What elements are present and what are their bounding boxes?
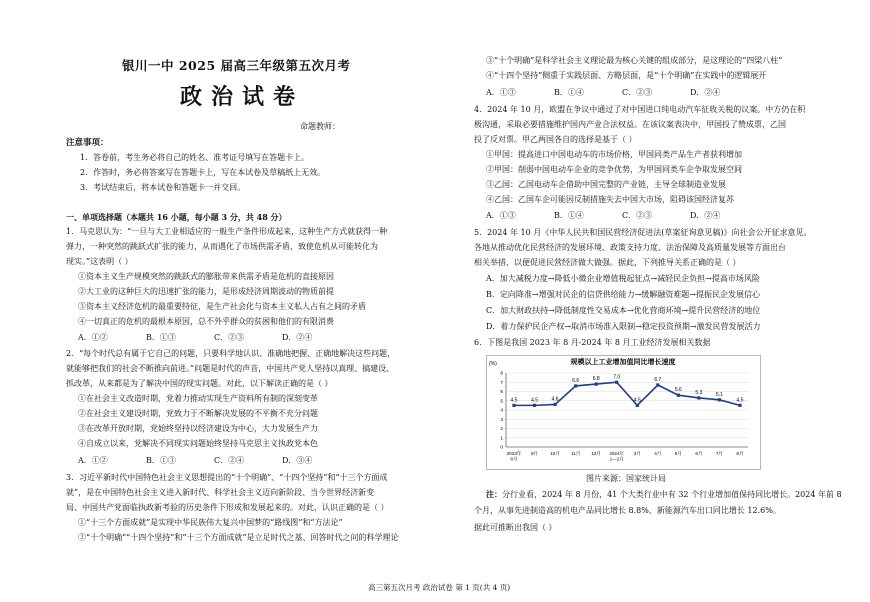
q6-note-text: 分行业看，2024 年 8 月份，41 个大类行业中有 32 个行业增加值保持同比增长。2024 年前 8 bbox=[502, 490, 842, 499]
q4-item: ③乙国：乙国电动车企借助中国完整的产业链，主导全球制造业发展 bbox=[486, 180, 726, 189]
chart-xtick-label: 11月 bbox=[570, 451, 581, 456]
chart-ytick-label: 2 bbox=[500, 427, 503, 433]
chart-point bbox=[677, 394, 680, 397]
q3-item: ④“十四个坚持”侧重于实践层面、方略层面，是“十个明确”在实践中的逻辑展开 bbox=[486, 71, 767, 80]
q4-options bbox=[486, 210, 758, 221]
q2-item: ③在改革开放时期，党始终坚持以经济建设为中心，大力发展生产力 bbox=[78, 424, 318, 433]
q3-stem: 就”，是在中国特色社会主义进入新时代、科学社会主义迈向新阶段、当今世界经济新变 bbox=[66, 488, 375, 497]
q6-tail: 据此可推断出我国（ ） bbox=[474, 523, 557, 532]
q4-option-b[interactable]: B．①④ bbox=[554, 211, 584, 220]
q6-note bbox=[486, 489, 842, 500]
q1-item: ④一切真正的危机的最根本原因，总不外乎群众的贫困和他们的有限消费 bbox=[78, 317, 334, 326]
chart-data-label: 6.7 bbox=[654, 377, 662, 384]
page-footer: 高三第五次月考 政治试卷 第 1 页(共 4 页) bbox=[368, 583, 511, 592]
chart-point bbox=[718, 398, 721, 401]
author-label: 命题教师： bbox=[300, 122, 340, 131]
chart-xtick-label: 12月 bbox=[591, 451, 602, 456]
industrial-growth-chart bbox=[486, 355, 761, 470]
chart-xtick-label: 5月 bbox=[674, 451, 682, 456]
q4-option-d[interactable]: D．②④ bbox=[690, 211, 721, 220]
chart-ytick-label: 4 bbox=[500, 408, 503, 414]
chart-data-label: 4.5 bbox=[531, 397, 539, 404]
q5-option-d[interactable]: D．着力保护民企产权→取消市场准入限制→稳定投资预期→激发民营发展活力 bbox=[486, 322, 761, 331]
q1-item: ③资本主义经济危机的最重要特征，是生产社会化与资本主义私人占有之间的矛盾 bbox=[78, 302, 366, 311]
q3-item: ③“十个明确”是科学社会主义理论最为核心关键的组成部分，是这理论的“四梁八柱” bbox=[486, 56, 783, 65]
chart-ytick-label: 8 bbox=[500, 371, 503, 377]
q5-stem: 5．2024 年 10 月《中华人民共和国民营经济促进法(草案征询意见稿)》向社会公开征求意见。 bbox=[474, 228, 812, 237]
chart-ytick-label: 3 bbox=[500, 417, 503, 423]
q1-option-d[interactable]: D．②④ bbox=[282, 333, 313, 342]
q4-item: ①甲国：提高进口中国电动车的市场价格，甲国同类产品生产者获利增加 bbox=[486, 150, 742, 159]
chart-point bbox=[656, 383, 659, 386]
chart-point bbox=[615, 381, 618, 384]
q4-stem: 极沟通，采取必要措施维护国内产业合法权益。在该议案表决中，甲国投了赞成票，乙国 bbox=[474, 120, 786, 129]
q6-note: 个月，从事先进制造高的机电产品同比增长 8.8%，新能源汽车出口同比增长 12.6%。 bbox=[474, 506, 781, 515]
q4-stem: 4．2024 年 10 月，欧盟在争议中通过了对中国进口纯电动汽车征收关税的议案。中方仍在积 bbox=[474, 105, 806, 114]
chart-data-label: 5.6 bbox=[674, 387, 682, 394]
q3-options bbox=[486, 87, 758, 98]
q4-item: ④乙国：乙国车企可能因反制措施失去中国大市场，阻碍该国经济复苏 bbox=[486, 195, 734, 204]
chart-xtick-label: 3月 bbox=[633, 451, 641, 456]
q1-item: ②大工业的这种巨大的迅速扩张的能力，是形成经济周期波动的物质前提 bbox=[78, 287, 334, 296]
chart-point bbox=[512, 404, 515, 407]
chart-data-label: 6.6 bbox=[572, 377, 580, 384]
chart-point bbox=[738, 404, 741, 407]
section-heading: 一、单项选择题（本题共 16 小题，每小题 3 分，共 48 分） bbox=[66, 212, 287, 222]
q3-option-d[interactable]: D．②④ bbox=[690, 88, 721, 97]
q1-stem: 弹力，一种突然的跳跃式扩张的能力，从而遇化了市场供需矛盾，致使危机从可能转化为 bbox=[66, 242, 378, 251]
q2-options bbox=[78, 455, 350, 466]
chart-data-label: 5.1 bbox=[715, 391, 723, 398]
q4-option-a[interactable]: A．①③ bbox=[486, 211, 516, 220]
chart-data-label: 4.5 bbox=[633, 397, 641, 404]
chart-point bbox=[574, 384, 577, 387]
q2-option-a[interactable]: A．①② bbox=[78, 456, 108, 465]
q1-option-b[interactable]: B．①③ bbox=[146, 333, 176, 342]
q3-option-a[interactable]: A．①③ bbox=[486, 88, 516, 97]
chart-point bbox=[595, 383, 598, 386]
q2-option-c[interactable]: C．②④ bbox=[214, 456, 245, 465]
school-title: 银川一中 2025 届高三年级第五次月考 bbox=[122, 58, 351, 73]
chart-data-label: 4.5 bbox=[510, 397, 518, 404]
notice-heading: 注意事项： bbox=[66, 138, 109, 148]
chart-ytick-label: 1 bbox=[500, 436, 503, 442]
q1-stem: 现实。”这表明（ ） bbox=[66, 257, 133, 266]
chart-data-label: 4.5 bbox=[736, 397, 744, 404]
notice-item: 3．考试结束后，将本试卷和答题卡一并交回。 bbox=[80, 183, 246, 192]
chart-source: 图片来源：国家统计局 bbox=[586, 474, 666, 483]
notice-item: 1．答卷前，考生务必将自己的姓名、准考证号填写在答题卡上。 bbox=[80, 153, 310, 162]
chart-point bbox=[697, 396, 700, 399]
q4-stem: 投了反对票。甲乙两国各自的选择是基于（ ） bbox=[474, 135, 637, 144]
chart-ytick-label: 5 bbox=[500, 399, 503, 405]
chart-xtick-label: 10月 bbox=[550, 451, 560, 456]
q3-option-b[interactable]: B．①④ bbox=[554, 88, 584, 97]
chart-point bbox=[553, 403, 556, 406]
q3-stem: 局、中国共产党面临执政新考验的历史条件下形成和发展起来的。对此，认识正确的是（ ） bbox=[66, 503, 389, 512]
q1-option-a[interactable]: A．①② bbox=[78, 333, 108, 342]
q2-stem: 抓改革，从来都是为了解决中国的现实问题。对此，以下解读正确的是（ ） bbox=[66, 379, 333, 388]
q3-option-c[interactable]: C．②③ bbox=[622, 88, 653, 97]
q6-note-label: 注： bbox=[486, 489, 502, 499]
chart-data-label: 6.8 bbox=[592, 376, 600, 383]
chart-data-label: 5.3 bbox=[695, 389, 703, 396]
chart-xtick-label: 4月 bbox=[654, 451, 662, 456]
q1-item: ①资本主义生产规模突然的跳跃式的膨胀带来供需矛盾是危机的直接原因 bbox=[78, 272, 334, 281]
chart-ylabel: (%) bbox=[489, 361, 497, 367]
chart-xtick-label: 9月 bbox=[530, 451, 539, 456]
chart-ytick-label: 0 bbox=[500, 445, 503, 451]
q2-option-d[interactable]: D．③④ bbox=[282, 456, 313, 465]
chart-point bbox=[636, 404, 639, 407]
q1-option-c[interactable]: C．②③ bbox=[214, 333, 245, 342]
q2-stem: 2．“每个时代总有属于它自己的问题，只要科学地认识、准确地把握、正确地解决这些问题， bbox=[66, 349, 396, 358]
q3-stem: 3．习近平新时代中国特色社会主义思想提出的“十个明确”、“十四个坚持”和“十三个方面成 bbox=[66, 473, 388, 482]
q6-stem: 6．下图是我国 2023 年 8 月-2024 年 8 月工业经济发展相关数据 bbox=[474, 338, 711, 347]
q2-option-b[interactable]: B．①③ bbox=[146, 456, 176, 465]
q4-item: ②甲国：削弱中国电动车企业的竞争优势，为甲国同类车企争取发展空间 bbox=[486, 165, 742, 174]
q1-options bbox=[78, 332, 350, 343]
subject-title: 政治试卷 bbox=[180, 84, 305, 110]
notice-item: 2．作答时，务必将答案写在答题卡上，写在本试卷及草稿纸上无效。 bbox=[80, 168, 326, 177]
chart-data-label: 4.6 bbox=[551, 396, 559, 403]
q5-option-b[interactable]: B．定向降准→增强对民企的信贷供给能力→缓解融资难题→提振民企发展信心 bbox=[486, 290, 760, 299]
q5-stem: 相关举措，以便促进民营经济做大做强。据此，下列推导关系正确的是（ ） bbox=[474, 258, 741, 267]
chart-xtick-label: 2024年 1—2月 bbox=[609, 451, 625, 462]
chart-xtick-label: 6月 bbox=[695, 451, 703, 456]
chart-ytick-label: 6 bbox=[500, 390, 503, 396]
q5-option-c[interactable]: C．加大财政扶持→降低制度性交易成本→优化营商环境→提升民营经济的地位 bbox=[486, 306, 761, 315]
q3-item: ②“十个明确”“十四个坚持”和“十三个方面成就”是立足时代之基、回答时代之问的科学理论 bbox=[78, 533, 399, 542]
chart-ytick-label: 7 bbox=[500, 380, 503, 386]
chart-point bbox=[533, 404, 536, 407]
chart-xtick-label: 7月 bbox=[715, 451, 724, 456]
chart-xtick-label: 8月 bbox=[736, 451, 744, 456]
q5-option-a[interactable]: A．加大减税力度→降低小微企业增值税起征点→减轻民企负担→提高市场风险 bbox=[486, 274, 760, 283]
q2-item: ④自成立以来，党解决不同现实问题始终坚持马克思主义执政党本色 bbox=[78, 439, 318, 448]
q2-item: ②在社会主义建设时期，党致力于不断解决发展的不平衡不充分问题 bbox=[78, 409, 318, 418]
chart-xtick-label: 2023年 8月 bbox=[506, 451, 522, 462]
q3-item: ①“十三个方面成就”是实现中华民族伟大复兴中国梦的“路线图”和“方法论” bbox=[78, 518, 343, 527]
q2-stem: 就能够把我们的社会不断推向前进。”问题是时代的声音，中国共产党人坚持以真理、搞建设、 bbox=[66, 364, 395, 373]
q5-stem: 各地从推动优化民营经济的发展环境、政策支持力度、法治保障及高质量发展等方面出台 bbox=[474, 243, 786, 252]
chart-title: 规模以上工业增加值同比增长速度 bbox=[570, 359, 676, 366]
q2-item: ①在社会主义改造时期，党着力推动实现生产资料所有制的深刻变革 bbox=[78, 394, 318, 403]
q4-option-c[interactable]: C．②③ bbox=[622, 211, 653, 220]
chart-data-label: 7.0 bbox=[613, 374, 621, 381]
q1-stem: 1．马克思认为：“一旦与大工业相适应的一般生产条件形成起来，这种生产方式就获得一种 bbox=[66, 227, 388, 236]
